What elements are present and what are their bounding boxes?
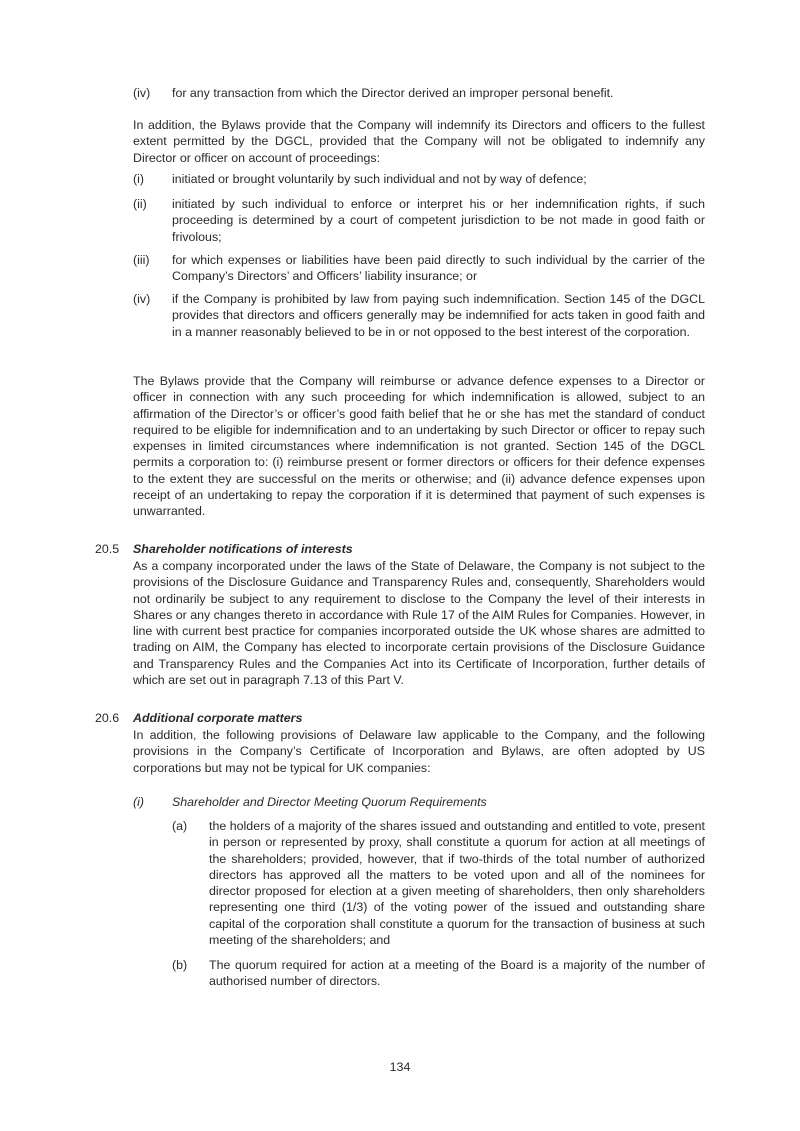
section-number: 20.5 — [95, 542, 120, 556]
list-item — [133, 291, 705, 340]
list-text: initiated or brought voluntarily by such individual and not by way of defence; — [172, 172, 587, 186]
list-marker: (iii) — [133, 253, 150, 267]
section-heading: Additional corporate matters — [133, 711, 303, 725]
section-20-6-text: In addition, the following provisions of Delaware law applicable to the Company, and the following provisions in the Company’s Certificate of Incorporation and Bylaws, are often adopted by US corporations but may not be typical for UK companies: — [133, 728, 705, 775]
sub-list-marker: (b) — [172, 958, 188, 972]
section-heading: Shareholder notifications of interests — [133, 542, 353, 556]
section-number: 20.6 — [95, 711, 120, 725]
page-number: 134 — [389, 1060, 411, 1074]
list-marker: (iv) — [133, 86, 151, 100]
subheading-quorum — [133, 794, 705, 810]
list-item — [133, 171, 705, 187]
paragraph-indemnify: In addition, the Bylaws provide that the Company will indemnify its Directors and officers to the fullest extent permitted by the DGCL, provided that the Company will not be obligated to indemnify any Director or officer on account of proceedings: — [133, 118, 705, 165]
list-item — [133, 252, 705, 285]
sub-list-text: The quorum required for action at a meeting of the Board is a majority of the number of authorised number of directors. — [209, 958, 705, 989]
subheading-marker: (i) — [133, 795, 145, 809]
list-text: initiated by such individual to enforce or interpret his or her indemnification rights, if such proceeding is determined by a court of competent jurisdiction to be not made in good faith or frivolous; — [172, 197, 705, 244]
section-20-6-heading — [95, 710, 705, 726]
list-marker: (ii) — [133, 197, 147, 211]
list-item — [133, 85, 705, 101]
sub-list-text: the holders of a majority of the shares issued and outstanding and entitled to vote, present in person or represented by proxy, shall constitute a quorum for action at all meetings of the shareholders; provided, however, that if two-thirds of the total number of authorized directors has approved all the matters to be voted upon and all of the nominees for director proposed for election at a given meeting of shareholders, then only shareholders representing one third (1/3) of the voting power of the issued and outstanding share capital of the corporation shall constitute a quorum for the transaction of business at such meeting of the shareholders; and — [209, 819, 705, 948]
list-text: for any transaction from which the Director derived an improper personal benefit. — [172, 86, 614, 100]
subheading-text: Shareholder and Director Meeting Quorum Requirements — [172, 795, 487, 809]
paragraph-reimburse: The Bylaws provide that the Company will reimburse or advance defence expenses to a Director or officer in connection with any such proceeding for which indemnification is allowed, subject to an affirmation of the Director’s or officer’s good faith belief that he or she has met the standard of conduct required to be eligible for indemnification and to an undertaking by such Director or officer to repay such expenses in limited circumstances where indemnification is not granted. Section 145 of the DGCL permits a corporation to: (i) reimburse present or former directors or officers for their defence expenses to the extent they are successful on the merits or otherwise; and (ii) advance defence expenses upon receipt of an undertaking to repay the corporation if it is determined that payment of such expenses is unwarranted. — [133, 374, 705, 519]
sub-list-item — [172, 957, 705, 990]
list-marker: (i) — [133, 172, 145, 186]
list-text: for which expenses or liabilities have been paid directly to such individual by the carrier of the Company’s Directors’ and Officers’ liability insurance; or — [172, 253, 705, 284]
list-text: if the Company is prohibited by law from paying such indemnification. Section 145 of the DGCL provides that directors and officers generally may be indemnified for acts taken in good faith and in a manner reasonably believed to be in or not opposed to the best interest of the corporation. — [172, 292, 705, 339]
sub-list-item — [172, 818, 705, 948]
list-marker: (iv) — [133, 292, 151, 306]
section-20-5-text: As a company incorporated under the laws of the State of Delaware, the Company is not subject to the provisions of the Disclosure Guidance and Transparency Rules and, consequently, Shareholders would not ordinarily be subject to any requirement to disclose to the Company the level of their interests in Shares or any changes thereto in accordance with Rule 17 of the AIM Rules for Companies. However, in line with current best practice for companies incorporated outside the UK whose shares are admitted to trading on AIM, the Company has elected to incorporate certain provisions of the Disclosure Guidance and Transparency Rules and the Companies Act into its Certificate of Incorporation, further details of which are set out in paragraph 7.13 of this Part V. — [133, 559, 705, 688]
sub-list-marker: (a) — [172, 819, 188, 833]
list-item — [133, 196, 705, 245]
section-20-5-heading — [95, 541, 705, 557]
